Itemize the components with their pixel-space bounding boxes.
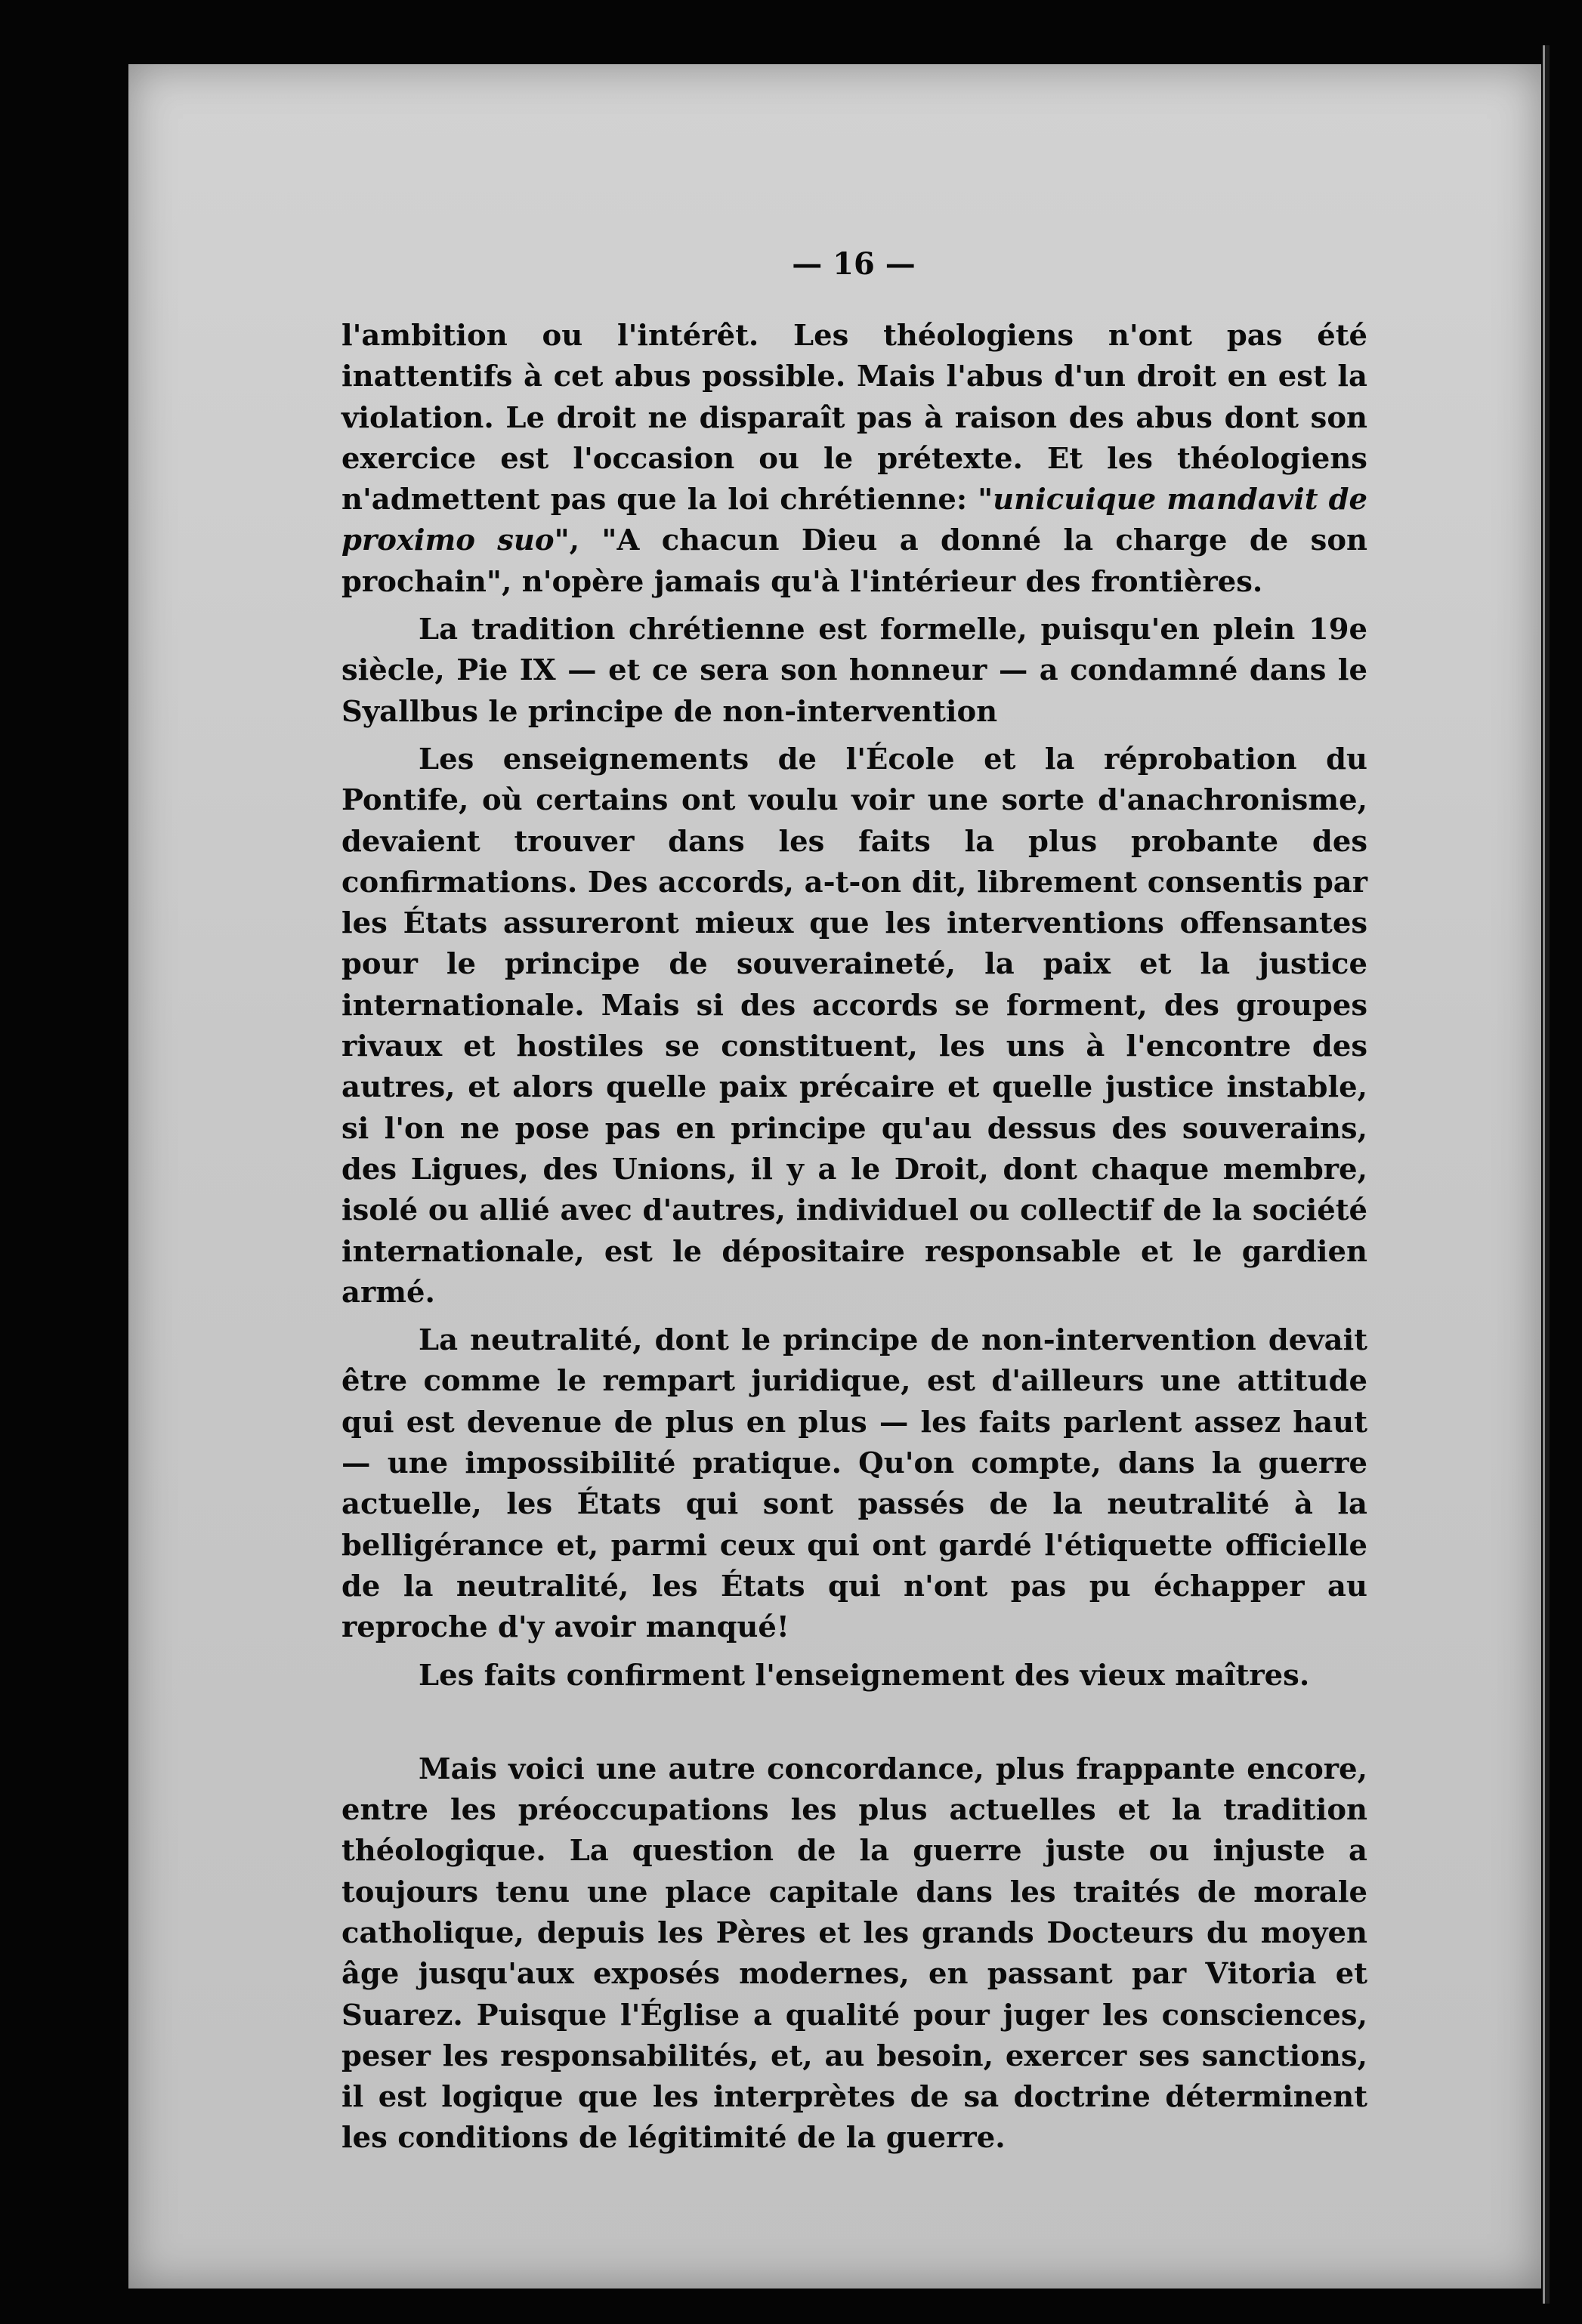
- paragraph-3: Les enseignements de l'École et la réprobation du Pontife, où certains ont voulu voir une sorte d'anachronisme, devaient trouver dans les faits la plus probante des confirmations. Des accords, a-t-on dit, librement consentis par les États assureront mieux que les interventions offensantes pour le principe de souveraineté, la paix et la justice internationale. Mais si des accords se forment, des groupes rivaux et hostiles se constituent, les uns à l'encontre des autres, et alors quelle paix précaire et quelle justice instable, si l'on ne pose pas en principe qu'au dessus des souverains, des Ligues, des Unions, il y a le Droit, dont chaque membre, isolé ou allié avec d'autres, individuel ou collectif de la société internationale, est le dépositaire responsable et le gardien armé.: [341, 742, 1367, 1310]
- body-text: [341, 316, 1367, 2166]
- page-edge-rule: [1543, 45, 1550, 2304]
- paragraph-4: La neutralité, dont le principe de non-intervention devait être comme le rempart juridique, est d'ailleurs une attitude qui est devenue de plus en plus — les faits parlent assez haut — une impossibilité pratique. Qu'on compte, dans la guerre actuelle, les États qui sont passés de la neutralité à la belligérance et, parmi ceux qui ont gardé l'étiquette officielle de la neutralité, les États qui n'ont pas pu échapper au reproche d'y avoir manqué!: [341, 1323, 1367, 1645]
- paragraph-1: [341, 316, 1367, 603]
- paragraph-6: Mais voici une autre concordance, plus frappante encore, entre les préoccupations les plus actuelles et la tradition théologique. La question de la guerre juste ou injuste a toujours tenu une place capitale dans les traités de morale catholique, depuis les Pères et les grands Docteurs du moyen âge jusqu'aux exposés modernes, en passant par Vitoria et Suarez. Puisque l'Église a qualité pour juger les consciences, peser les responsabilités, et, au besoin, exercer ses sanctions, il est logique que les interprètes de sa doctrine déterminent les conditions de légitimité de la guerre.: [341, 1751, 1367, 2156]
- paragraph-5: Les faits confirment l'enseignement des vieux maîtres.: [419, 1658, 1310, 1693]
- paragraph-2: La tradition chrétienne est formelle, puisqu'en plein 19e siècle, Pie IX — et ce sera son honneur — a condamné dans le Syallbus le principe de non-intervention: [341, 613, 1367, 729]
- paragraph-1-text-b: ", "A chacun Dieu a donné la charge de son prochain", n'opère jamais qu'à l'intérieur des frontières.: [341, 523, 1367, 599]
- page-number: — 16 —: [792, 246, 916, 282]
- latin-quote: unicuique mandavit de proximo suo: [341, 483, 1367, 558]
- paragraph-1-text-a: l'ambition ou l'intérêt. Les théologiens n'ont pas été inattentifs à cet abus possible. Mais l'abus d'un droit en est la violation. Le droit ne disparaît pas à raison des abus dont son exercice est l'occasion ou le prétexte. Et les théologiens n'admettent pas que la loi chrétienne: ": [341, 319, 1367, 517]
